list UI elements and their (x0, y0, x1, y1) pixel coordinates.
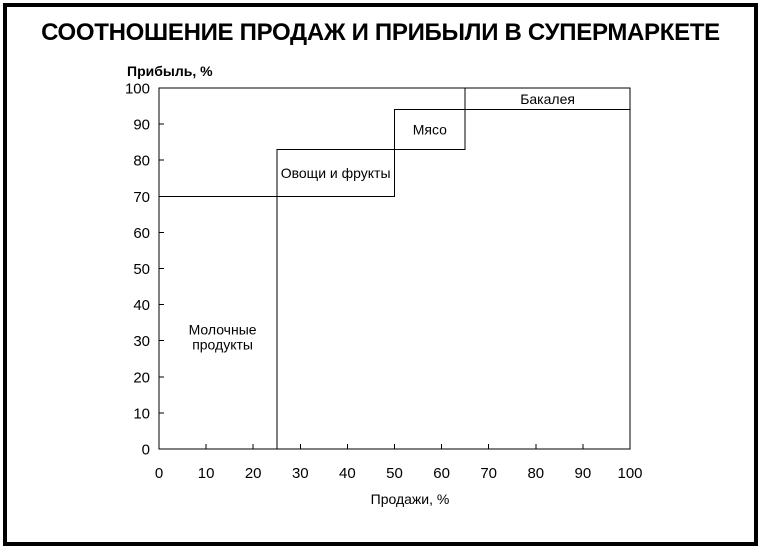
y-tick-label: 60 (133, 224, 150, 242)
segment-label: Бакалея (520, 90, 575, 107)
y-tick-label: 70 (133, 188, 150, 206)
x-tick-label: 60 (433, 465, 450, 482)
x-tick-label: 0 (154, 465, 164, 482)
y-tick-label: 20 (133, 369, 150, 387)
x-tick-label: 30 (291, 465, 309, 482)
segment-label: Мясо (412, 121, 447, 138)
x-tick-label: 100 (617, 465, 643, 482)
y-tick-label: 10 (133, 405, 150, 423)
x-tick-label: 50 (386, 465, 403, 482)
x-tick-label: 90 (574, 465, 592, 482)
chart-title: СООТНОШЕНИЕ ПРОДАЖ И ПРИБЫЛИ В СУПЕРМАРКЕТЕ (41, 19, 720, 46)
plot-area (125, 81, 643, 483)
x-tick-label: 20 (244, 465, 262, 482)
x-tick-label: 10 (197, 465, 215, 482)
y-tick-label: 100 (124, 80, 150, 98)
x-axis-title: Продажи, % (370, 491, 450, 507)
x-tick-label: 80 (527, 465, 545, 482)
x-tick-label: 70 (480, 465, 498, 482)
y-tick-label: 80 (133, 152, 150, 170)
x-tick-label: 40 (339, 465, 356, 482)
y-tick-label: 50 (133, 261, 150, 278)
y-tick-label: 0 (141, 441, 150, 459)
y-tick-label: 90 (133, 116, 150, 134)
segment-label: Молочные продукты (188, 321, 257, 353)
y-tick-label: 30 (133, 333, 150, 351)
y-axis-title: Прибыль, % (127, 63, 213, 79)
segment-label: Овощи и фрукты (280, 164, 391, 181)
y-tick-label: 40 (133, 297, 150, 315)
